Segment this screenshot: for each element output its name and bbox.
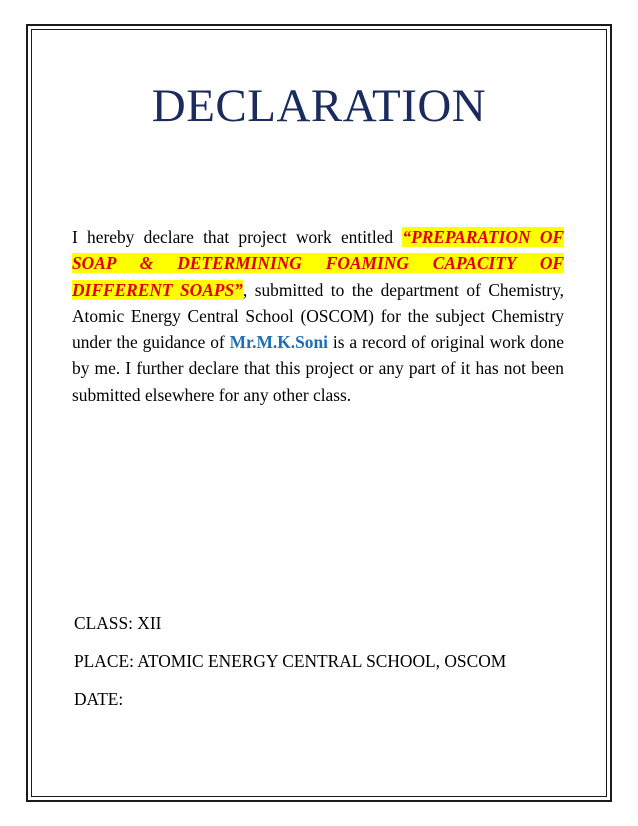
page-title: DECLARATION [151,80,487,132]
class-line: CLASS: XII [74,613,162,633]
page-border-inner [31,29,607,797]
date-line: DATE: [74,689,124,709]
paragraph-intro: I hereby declare that project work entitled [72,227,403,247]
paragraph-middle: , submitted to the department of Chemistry, Atomic Energy Central School (OSCOM) for the subject Chemistry under the guidance of [72,279,564,353]
paragraph-end: is a record of original work done by me. I further declare that this project or any part of it has not been submitted elsewhere for any other class. [72,332,564,405]
project-title-highlight: “PREPARATION OF SOAP & DETERMINING FOAMING CAPACITY OF DIFFERENT SOAPS” [72,227,564,300]
place-line: PLACE: ATOMIC ENERGY CENTRAL SCHOOL, OSCOM [74,651,507,671]
guide-name: Mr.M.K.Soni [229,332,328,353]
declaration-paragraph [72,224,564,408]
